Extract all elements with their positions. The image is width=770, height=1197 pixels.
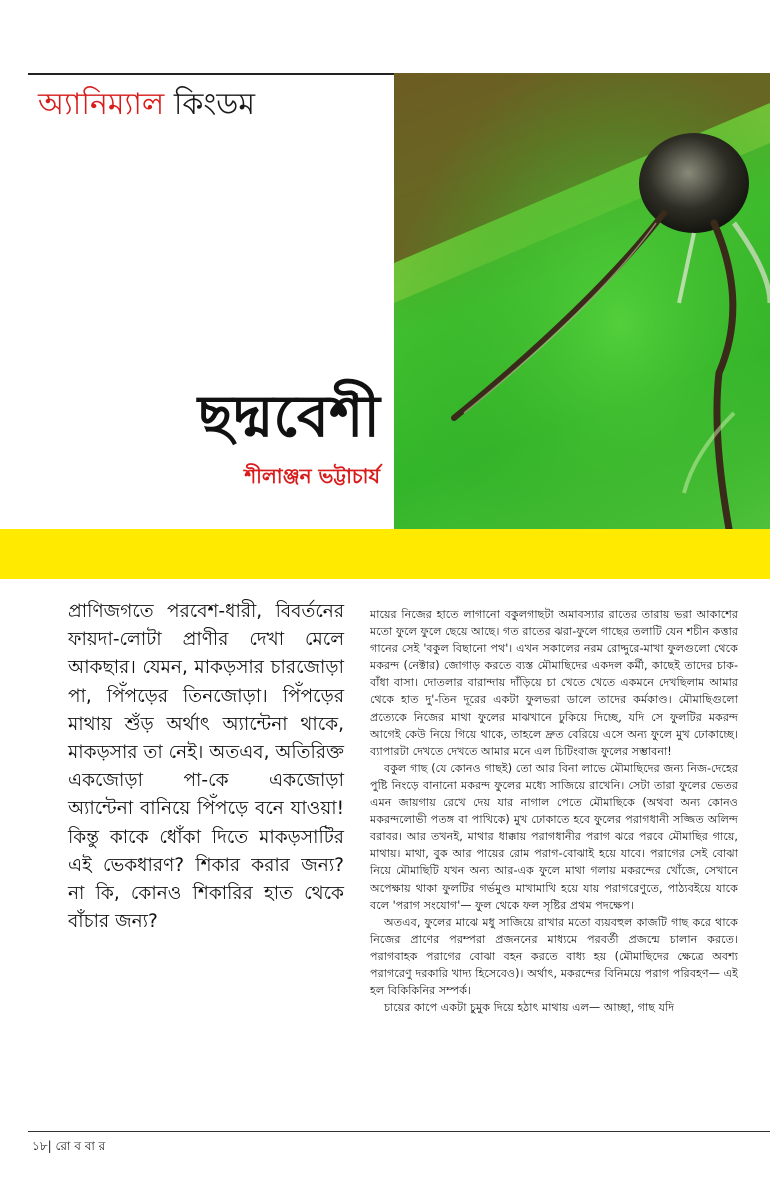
article-author: শীলাঞ্জন ভট্টাচার্য	[244, 464, 380, 488]
article-body	[370, 606, 738, 1016]
insect-illustration	[394, 73, 770, 529]
header-rule	[28, 73, 394, 75]
article-lead: প্রাণিজগতে পরবেশ-ধারী, বিবর্তনের ফায়দা-লোটা প্রাণীর দেখা মেলে আকছার। যেমন, মাকড়সার চারজোড়া পা, পিঁপড়ের তিনজোড়া। পিঁপড়ের মাথায় শুঁড় অর্থাৎ অ্যান্টেনা থাকে, মাকড়সার তা নেই। অতএব, অতিরিক্ত একজোড়া পা-কে একজোড়া অ্যান্টেনা বানিয়ে পিঁপড়ে বনে যাওয়া! কিন্তু কাকে ধোঁকা দিতে মাকড়সাটির এই ভেকধারণ? শিকার করার জন্য? না কি, কোনও শিকারির হাত থেকে বাঁচার জন্য?	[68, 601, 344, 933]
body-paragraph: চায়ের কাপে একটা চুমুক দিয়ে হঠাৎ মাথায় এল— আচ্ছা, গাছ যদি	[384, 1001, 675, 1015]
insect-photo	[394, 73, 770, 529]
section-label	[38, 80, 255, 131]
body-paragraph: মায়ের নিজের হাতে লাগানো বকুলগাছটা অমাবস্যার রাতের তারায় ভরা আকাশের মতো ফুলে ফুলে ছেয়ে আছে। গত রাতের ঝরা-ফুলে গাছের তলাটি যেন শচীন কত্তার গানের সেই 'বকুল বিছানো পথ'। এখন সকালের নরম রোদ্দুরে-মাখা ফুলগুলো থেকে মকরন্দ (নেক্টার) জোগাড় করতে ব্যস্ত মৌমাছিদের একদল কর্মী, কাছেই তাদের চাক-বাঁধা বাসা। দোতলার বারান্দায় দাঁড়িয়ে চা খেতে খেতে একমনে দেখছিলাম আমার থেকে হাত দু'-তিন দূরের একটা ফুলভরা ডালে তাদের কর্মকাণ্ড। মৌমাছিগুলো প্রত্যেকে নিজের মাথা ফুলের মাঝখানে ঢুকিয়ে দিচ্ছে, যদি সে ফুলটির মকরন্দ আগেই কেউ নিয়ে গিয়ে থাকে, তাহলে দ্রুত বেরিয়ে এসে অন্য ফুলে মুখ ঢোকাচ্ছে। ব্যাপারটা দেখতে দেখতে আমার মনে এল চিটিংবাজ ফুলের সম্ভাবনা!	[370, 608, 738, 758]
body-paragraph: বকুল গাছ (যে কোনও গাছই) তো আর বিনা লাভে মৌমাছিদের জন্য নিজ-দেহের পুষ্টি নিংড়ে বানানো মকরন্দ ফুলের মধ্যে সাজিয়ে রাখেনি। সেটা তারা ফুলের ভেতর এমন জায়গায় রেখে দেয় যার নাগাল পেতে মৌমাছিকে (অথবা অন্য কোনও মকরন্দলোভী পতঙ্গ বা পাখিকে) মুখ ঢোকাতে হবে ফুলের পরাগধানী সজ্জিত অলিন্দ বরাবর। আর তখনই, মাথার ধাক্কায় পরাগধানীর পরাগ ঝরে পরবে মৌমাছির গায়ে, মাথায়। মাথা, বুক আর পায়ের রোম পরাগ-বোঝাই হয়ে যাবে। পরাগের সেই বোঝা নিয়ে মৌমাছিটি যখন অন্য আর-এক ফুলে মাথা গলায় মকরন্দের খোঁজে, সেখানে অপেক্ষায় থাকা ফুলটির গর্ভমুণ্ড মাখামাখি হয়ে যায় পরাগরেণুতে, পাঠ্যবইয়ে যাকে বলে 'পরাগ সংযোগ'— ফুল থেকে ফল সৃষ্টির প্রথম পদক্ষেপ।	[370, 761, 738, 912]
page-footer	[32, 1138, 105, 1158]
page-number: ১৮	[32, 1139, 48, 1153]
body-paragraph: অতএব, ফুলের মাঝে মধু সাজিয়ে রাখার মতো ব্যয়বহুল কাজটি গাছ করে থাকে নিজের প্রাণের পরম্পরা প্রজননের মাধ্যমে পরবর্তী প্রজন্মে চালান করতে। পরাগবাহক পরাগের বোঝা বহন করতে বাধ্য হয় (মৌমাছিদের ক্ষেত্রে অবশ্য পরাগরেণু দরকারি খাদ্য হিসেবেও)। অর্থাৎ, মকরন্দের বিনিময়ে পরাগ পরিবহণ— এই হল বিকিকিনির সম্পর্ক।	[370, 915, 738, 998]
section-label-highlight: অ্যানিম্যাল	[38, 87, 165, 122]
section-label-rest: কিংডম	[173, 87, 256, 122]
magazine-name: রো ব বা র	[55, 1139, 106, 1153]
article-title: ছদ্মবেশী	[197, 382, 380, 450]
yellow-band	[0, 529, 770, 579]
footer-rule	[28, 1131, 770, 1132]
footer-separator: |	[47, 1139, 52, 1153]
